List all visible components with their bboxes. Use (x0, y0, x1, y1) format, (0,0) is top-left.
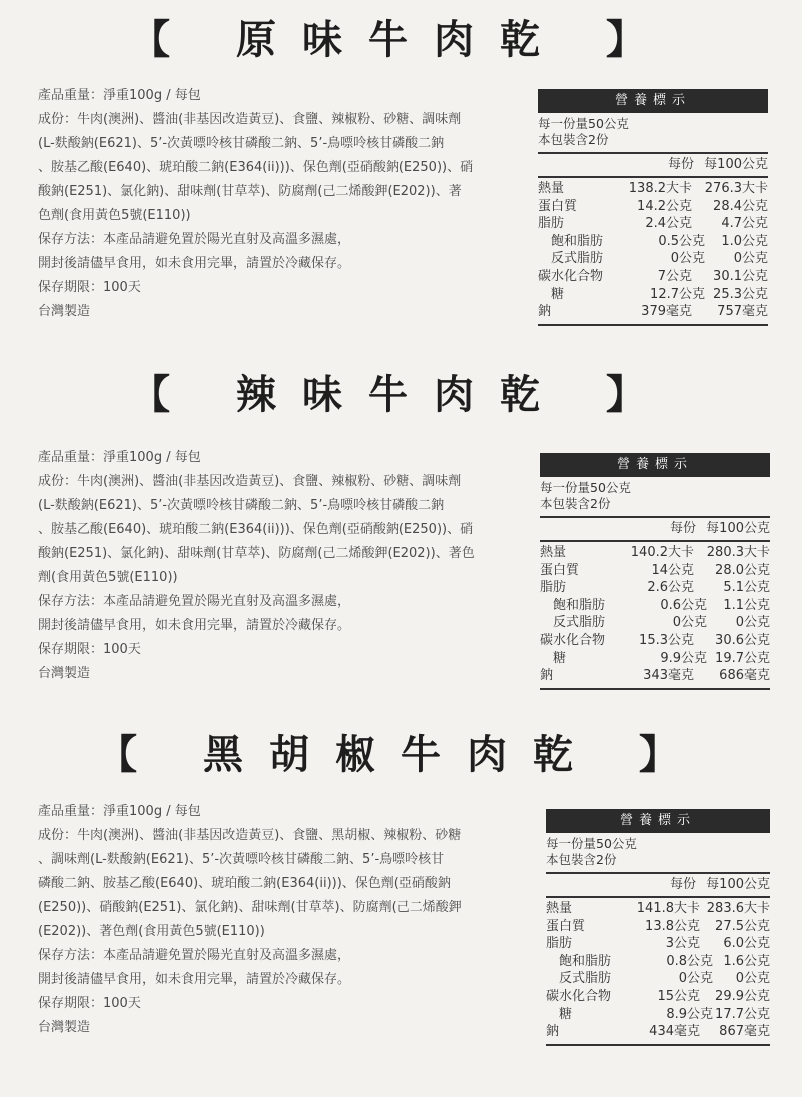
nutrient-per-100g: 28.4公克 (713, 198, 768, 214)
nutrition-column-header (540, 518, 770, 542)
info-line: 產品重量：淨重100g / 每包 (38, 450, 201, 465)
serving-size: 每一份量50公克 (546, 836, 637, 851)
nutrient-name: 碳水化合物 (538, 268, 604, 284)
nutrition-table (546, 809, 770, 1046)
nutrition-row (538, 233, 768, 251)
nutrient-per-serving: 0公克 (670, 251, 705, 267)
nutrient-per-100g: 5.1公克 (723, 580, 770, 596)
info-line: 酸鈉(E251)、氯化鈉)、甜味劑(甘草萃)、防腐劑(己二烯酸鉀(E202))、著 (38, 184, 462, 199)
nutrition-row (540, 650, 770, 668)
nutrient-per-serving: 343毫克 (643, 668, 694, 684)
info-line: 產品重量：淨重100g / 每包 (38, 804, 201, 819)
info-line: 台灣製造 (38, 304, 91, 319)
nutrient-name: 蛋白質 (538, 198, 578, 214)
nutrient-per-serving: 15.3公克 (639, 632, 694, 648)
nutrition-row (540, 562, 770, 580)
nutrient-name: 反式脂肪 (559, 971, 612, 987)
info-line: 保存期限：100天 (38, 280, 141, 295)
col-per-serving: 每份 (668, 157, 695, 172)
nutrient-per-serving: 0公克 (678, 971, 713, 987)
nutrient-per-100g: 1.0公克 (721, 233, 768, 249)
nutrient-name: 碳水化合物 (546, 988, 612, 1004)
nutrient-per-serving: 0.8公克 (666, 953, 713, 969)
nutrition-row (540, 614, 770, 632)
nutrition-row (546, 900, 770, 918)
nutrient-per-100g: 27.5公克 (715, 918, 770, 934)
serving-size: 每一份量50公克 (538, 116, 629, 131)
nutrient-per-100g: 0公克 (735, 971, 770, 987)
info-line: 台灣製造 (38, 666, 91, 681)
nutrient-per-100g: 276.3大卡 (704, 181, 768, 196)
nutrient-per-serving: 8.9公克 (666, 1006, 713, 1022)
nutrition-row (538, 286, 768, 304)
info-line: 色劑(食用黃色5號(E110)) (38, 208, 191, 223)
nutrition-row (540, 579, 770, 597)
nutrient-per-100g: 28.0公克 (715, 562, 770, 578)
nutrition-row (546, 918, 770, 936)
nutrient-name: 鈉 (540, 668, 554, 684)
nutrient-name: 飽和脂肪 (551, 233, 604, 249)
info-line: 保存方法：本產品請避免置於陽光直射及高溫多濕處， (38, 232, 351, 247)
nutrient-name: 熱量 (546, 901, 573, 916)
nutrient-name: 飽和脂肪 (559, 953, 612, 969)
nutrient-per-100g: 29.9公克 (715, 988, 770, 1004)
nutrition-row (540, 544, 770, 562)
servings-per-pack: 本包裝含2份 (538, 132, 609, 147)
info-line: 開封後請儘早食用，如未食用完畢，請置於冷藏保存。 (38, 972, 351, 987)
nutrition-row (538, 180, 768, 198)
nutrition-row (546, 935, 770, 953)
nutrient-per-100g: 0公克 (735, 615, 770, 631)
nutrition-row (538, 250, 768, 268)
info-line: 成份：牛肉(澳洲)、醬油(非基因改造黃豆)、食鹽、辣椒粉、砂糖、調味劑 (38, 112, 462, 127)
info-line: 成份：牛肉(澳洲)、醬油(非基因改造黃豆)、食鹽、辣椒粉、砂糖、調味劑 (38, 474, 462, 489)
product-title: 【 原味牛肉乾 】 (130, 17, 672, 63)
nutrient-per-serving: 3公克 (665, 936, 700, 952)
nutrition-serving (546, 833, 770, 874)
info-line: 保存方法：本產品請避免置於陽光直射及高溫多濕處， (38, 594, 351, 609)
nutrition-row (546, 970, 770, 988)
nutrient-per-100g: 0公克 (733, 251, 768, 267)
nutrient-per-serving: 141.8大卡 (636, 901, 700, 916)
col-per-serving: 每份 (670, 877, 697, 892)
nutrition-table (538, 89, 768, 326)
nutrient-per-serving: 2.4公克 (645, 216, 692, 232)
product-info (38, 800, 518, 1040)
nutrient-per-100g: 686毫克 (719, 668, 770, 684)
nutrition-rows (546, 898, 770, 1046)
nutrition-row (546, 988, 770, 1006)
servings-per-pack: 本包裝含2份 (540, 496, 611, 511)
nutrient-per-serving: 138.2大卡 (628, 181, 692, 196)
nutrient-per-100g: 280.3大卡 (706, 545, 770, 560)
nutrient-per-100g: 30.6公克 (715, 632, 770, 648)
info-line: 開封後請儘早食用，如未食用完畢，請置於冷藏保存。 (38, 256, 351, 271)
nutrition-serving (540, 477, 770, 518)
nutrition-row (540, 632, 770, 650)
nutrient-name: 蛋白質 (540, 562, 580, 578)
nutrient-name: 蛋白質 (546, 918, 586, 934)
info-line: 、胺基乙酸(E640)、琥珀酸二鈉(E364(ii)))、保色劑(亞硝酸鈉(E250))、硝 (38, 160, 474, 175)
info-line: 保存期限：100天 (38, 642, 141, 657)
info-line: 保存方法：本產品請避免置於陽光直射及高溫多濕處， (38, 948, 351, 963)
nutrition-row (538, 198, 768, 216)
nutrition-row (540, 597, 770, 615)
nutrient-per-serving: 14.2公克 (637, 198, 692, 214)
nutrient-per-serving: 12.7公克 (650, 286, 705, 302)
nutrient-per-100g: 867毫克 (719, 1024, 770, 1040)
nutrient-name: 糖 (559, 1006, 573, 1022)
product-title: 【 黑胡椒牛肉乾 】 (97, 732, 705, 778)
nutrient-name: 脂肪 (546, 936, 573, 952)
nutrient-per-serving: 0公克 (672, 615, 707, 631)
nutrition-row (546, 1006, 770, 1024)
nutrient-per-100g: 1.6公克 (723, 953, 770, 969)
nutrient-per-100g: 30.1公克 (713, 268, 768, 284)
nutrient-name: 鈉 (546, 1024, 560, 1040)
info-line: 台灣製造 (38, 1020, 91, 1035)
info-line: 酸鈉(E251)、氯化鈉)、甜味劑(甘草萃)、防腐劑(己二烯酸鉀(E202))、著色 (38, 546, 475, 561)
nutrient-per-100g: 283.6大卡 (706, 901, 770, 916)
nutrient-name: 碳水化合物 (540, 632, 606, 648)
info-line: 劑(食用黃色5號(E110)) (38, 570, 178, 585)
nutrient-per-serving: 7公克 (657, 268, 692, 284)
nutrient-per-100g: 19.7公克 (715, 650, 770, 666)
info-line: (L-麩酸鈉(E621)、5’-次黃嘌呤核甘磷酸二鈉、5’-鳥嘌呤核甘磷酸二鈉 (38, 136, 445, 151)
nutrient-per-serving: 13.8公克 (645, 918, 700, 934)
nutrition-table (540, 453, 770, 690)
col-per-serving: 每份 (670, 521, 697, 536)
info-line: 產品重量：淨重100g / 每包 (38, 88, 201, 103)
nutrient-per-100g: 757毫克 (717, 304, 768, 320)
nutrient-name: 脂肪 (538, 216, 565, 232)
info-line: 、胺基乙酸(E640)、琥珀酸二鈉(E364(ii)))、保色劑(亞硝酸鈉(E250))、硝 (38, 522, 474, 537)
nutrient-per-100g: 17.7公克 (715, 1006, 770, 1022)
nutrition-row (538, 303, 768, 321)
nutrient-per-serving: 15公克 (657, 988, 700, 1004)
info-line: 成份：牛肉(澳洲)、醬油(非基因改造黃豆)、食鹽、黑胡椒、辣椒粉、砂糖 (38, 828, 462, 843)
nutrition-header: 營養標示 (540, 453, 770, 477)
nutrient-per-serving: 9.9公克 (660, 650, 707, 666)
nutrient-name: 糖 (553, 650, 567, 666)
col-per-100g: 每100公克 (706, 877, 770, 892)
nutrient-per-100g: 1.1公克 (723, 597, 770, 613)
nutrient-per-serving: 379毫克 (641, 304, 692, 320)
nutrient-name: 反式脂肪 (553, 615, 606, 631)
nutrient-per-serving: 2.6公克 (647, 580, 694, 596)
nutrient-per-serving: 140.2大卡 (630, 545, 694, 560)
nutrient-per-serving: 14公克 (651, 562, 694, 578)
col-per-100g: 每100公克 (706, 521, 770, 536)
nutrient-per-serving: 434毫克 (649, 1024, 700, 1040)
info-line: (E250))、硝酸鈉(E251)、氯化鈉)、甜味劑(甘草萃)、防腐劑(己二烯酸鉀 (38, 900, 462, 915)
nutrition-rows (538, 178, 768, 326)
serving-size: 每一份量50公克 (540, 480, 631, 495)
nutrient-name: 熱量 (540, 545, 567, 560)
product-info (38, 446, 518, 686)
nutrition-row (546, 953, 770, 971)
nutrient-name: 鈉 (538, 304, 552, 320)
nutrient-name: 飽和脂肪 (553, 597, 606, 613)
col-per-100g: 每100公克 (704, 157, 768, 172)
nutrient-name: 脂肪 (540, 580, 567, 596)
nutrition-row (538, 268, 768, 286)
nutrient-per-serving: 0.6公克 (660, 597, 707, 613)
nutrition-header: 營養標示 (546, 809, 770, 833)
nutrient-name: 熱量 (538, 181, 565, 196)
nutrient-name: 反式脂肪 (551, 251, 604, 267)
nutrition-column-header (546, 874, 770, 898)
info-line: 磷酸二鈉、胺基乙酸(E640)、琥珀酸二鈉(E364(ii)))、保色劑(亞硝酸鈉 (38, 876, 451, 891)
info-line: (E202))、著色劑(食用黃色5號(E110)) (38, 924, 265, 939)
servings-per-pack: 本包裝含2份 (546, 852, 617, 867)
product-title: 【 辣味牛肉乾 】 (130, 372, 672, 418)
nutrient-per-100g: 25.3公克 (713, 286, 768, 302)
nutrient-per-serving: 0.5公克 (658, 233, 705, 249)
nutrition-rows (540, 542, 770, 690)
nutrition-header: 營養標示 (538, 89, 768, 113)
product-info (38, 84, 518, 324)
nutrient-name: 糖 (551, 286, 565, 302)
nutrition-column-header (538, 154, 768, 178)
info-line: 開封後請儘早食用，如未食用完畢，請置於冷藏保存。 (38, 618, 351, 633)
nutrient-per-100g: 6.0公克 (723, 936, 770, 952)
nutrition-row (540, 667, 770, 685)
nutrient-per-100g: 4.7公克 (721, 216, 768, 232)
nutrition-serving (538, 113, 768, 154)
info-line: 保存期限：100天 (38, 996, 141, 1011)
nutrition-row (538, 215, 768, 233)
nutrition-row (546, 1023, 770, 1041)
info-line: 、調味劑(L-麩酸鈉(E621)、5’-次黃嘌呤核甘磷酸二鈉、5’-鳥嘌呤核甘 (38, 852, 445, 867)
info-line: (L-麩酸鈉(E621)、5’-次黃嘌呤核甘磷酸二鈉、5’-鳥嘌呤核甘磷酸二鈉 (38, 498, 445, 513)
